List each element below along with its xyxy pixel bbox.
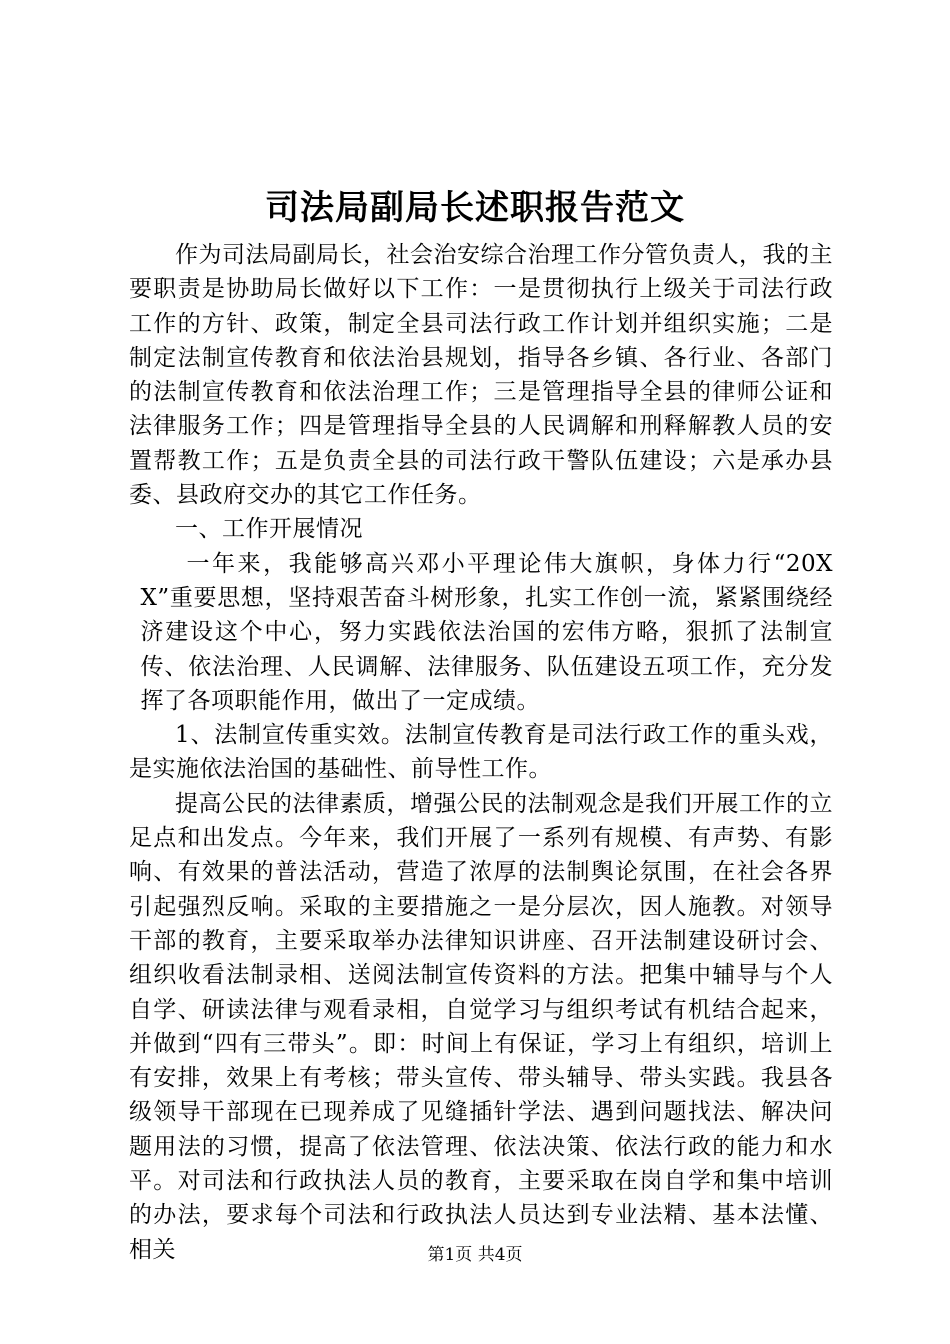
- paragraph-duties: 作为司法局副局长，社会治安综合治理工作分管负责人，我的主要职责是协助局长做好以下工作：一是贯彻执行上级关于司法行政工作的方针、政策，制定全县司法行政工作计划并组织实施；二是制定法制宣传教育和依法治县规划，指导各乡镇、各行业、各部门的法制宣传教育和依法治理工作；三是管理指导全县的律师公证和法律服务工作；四是管理指导全县的人民调解和刑释解教人员的安置帮教工作；五是负责全县的司法行政干警队伍建设；六是承办县委、县政府交办的其它工作任务。: [129, 242, 833, 509]
- page-number-footer: 第1页 共4页: [427, 1245, 523, 1265]
- paragraph-year-summary: 一年来，我能够高兴邓小平理论伟大旗帜，身体力行“20XX”重要思想，坚持艰苦奋斗树形象，扎实工作创一流，紧紧围绕经济建设这个中心，努力实践依法治国的宏伟方略，狠抓了法制宣传、依法治理、人民调解、法律服务、队伍建设五项工作，充分发挥了各项职能作用，做出了一定成绩。: [140, 550, 833, 714]
- paragraph-legal-quality: 提高公民的法律素质，增强公民的法制观念是我们开展工作的立足点和出发点。今年来，我们开展了一系列有规模、有声势、有影响、有效果的普法活动，营造了浓厚的法制舆论氛围，在社会各界引起强烈反响。采取的主要措施之一是分层次，因人施教。对领导干部的教育，主要采取举办法律知识讲座、召开法制建设研讨会、组织收看法制录相、送阅法制宣传资料的方法。把集中辅导与个人自学、研读法律与观看录相，自觉学习与组织考试有机结合起来，并做到“四有三带头”。即：时间上有保证，学习上有组织，培训上有安排，效果上有考核；带头宣传、带头辅导、带头实践。我县各级领导干部现在已现养成了见缝插针学法、遇到问题找法、解决问题用法的习惯，提高了依法管理、依法决策、依法行政的能力和水平。对司法和行政执法人员的教育，主要采取在岗自学和集中培训的办法，要求每个司法和行政执法人员达到专业法精、基本法懂、相关: [129, 790, 833, 1263]
- document-title: 司法局副局长述职报告范文: [265, 188, 685, 228]
- document-body: [129, 238, 833, 1267]
- section-heading-work-status: 一、工作开展情况: [175, 516, 363, 543]
- paragraph-legal-publicity: 1、法制宣传重实效。法制宣传教育是司法行政工作的重头戏，是实施依法治国的基础性、前导性工作。: [129, 722, 833, 783]
